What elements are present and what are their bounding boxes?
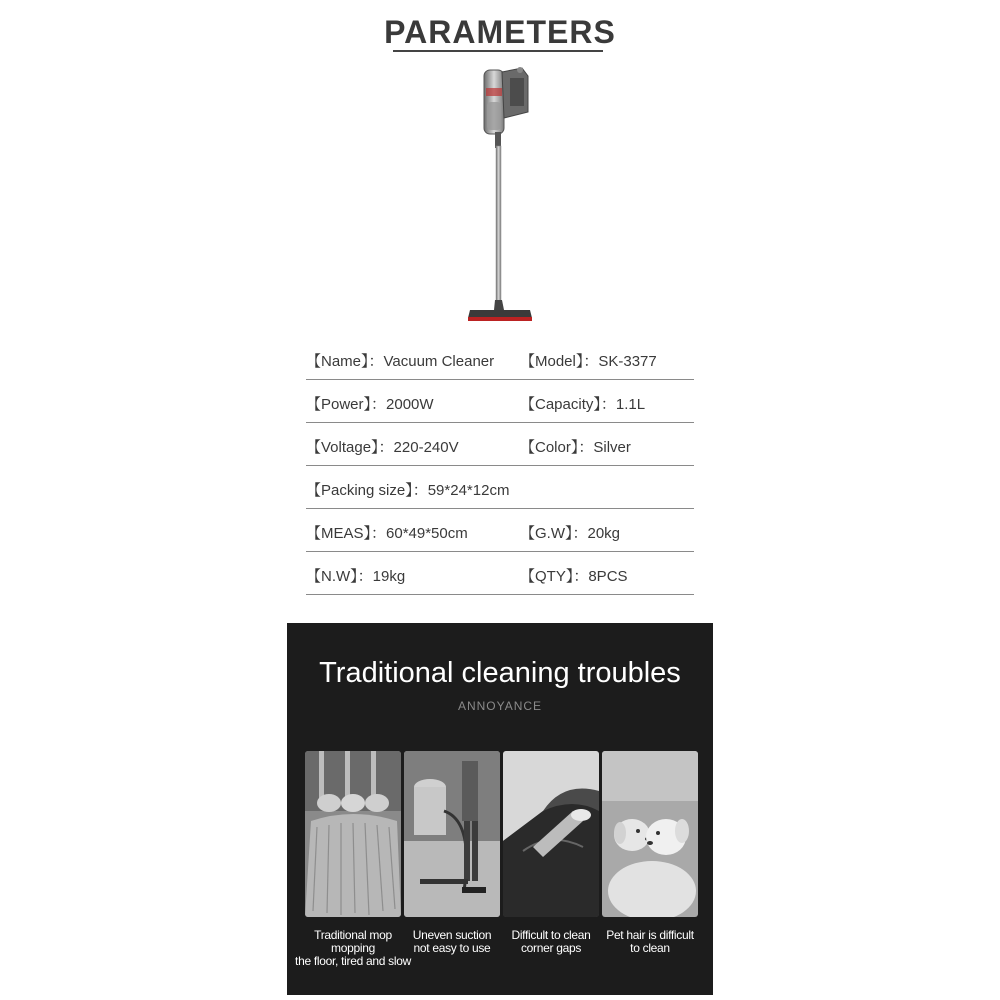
car-seat-photo-icon — [503, 751, 599, 917]
vacuum-photo-icon — [404, 751, 500, 917]
spec-row — [306, 337, 694, 380]
caption-line: Pet hair is difficult — [606, 928, 694, 942]
spec-value: 220-240V — [393, 439, 459, 456]
caption-line: not easy to use — [413, 941, 491, 955]
caption-line: Uneven suction — [412, 928, 492, 942]
troubles-title: Traditional cleaning troubles — [319, 657, 681, 689]
spec-voltage — [306, 436, 459, 457]
spec-value: 19kg — [372, 568, 406, 585]
caption-line: corner gaps — [520, 941, 582, 955]
spec-label: 【Model】： — [520, 353, 599, 370]
spec-row — [306, 466, 694, 509]
spec-value: 59*24*12cm — [427, 482, 510, 499]
caption-line: Difficult to clean — [511, 928, 591, 942]
spec-net-weight — [306, 565, 405, 586]
spec-qty — [520, 565, 628, 586]
caption-line: to clean — [630, 941, 670, 955]
mop-photo-icon — [305, 751, 401, 917]
page-title: PARAMETERS — [384, 14, 616, 50]
spec-row — [306, 380, 694, 423]
spec-label: 【Packing size】： — [306, 482, 428, 499]
spec-label: 【QTY】： — [520, 568, 589, 585]
spec-table — [306, 337, 694, 595]
puppies-photo-icon — [602, 751, 698, 917]
title-underline — [393, 50, 603, 52]
spec-value: 8PCS — [588, 568, 628, 585]
spec-value: Vacuum Cleaner — [383, 353, 495, 370]
spec-row — [306, 423, 694, 466]
caption-line: Traditional mop — [314, 928, 392, 942]
trouble-caption-pet-hair — [590, 929, 710, 955]
spec-label: 【Color】： — [520, 439, 594, 456]
spec-label: 【Voltage】： — [306, 439, 394, 456]
spec-label: 【MEAS】： — [306, 525, 387, 542]
spec-value: SK-3377 — [598, 353, 657, 370]
spec-label: 【G.W】： — [520, 525, 588, 542]
spec-gross-weight — [520, 522, 620, 543]
spec-label: 【Name】： — [306, 353, 384, 370]
spec-value: 60*49*50cm — [386, 525, 468, 542]
spec-label: 【N.W】： — [306, 568, 373, 585]
spec-label: 【Capacity】： — [520, 396, 616, 413]
spec-model — [520, 350, 657, 371]
spec-name — [306, 350, 494, 371]
spec-label: 【Power】： — [306, 396, 387, 413]
spec-value: Silver — [593, 439, 631, 456]
spec-color — [520, 436, 631, 457]
caption-line: the floor, tired and slow — [295, 954, 411, 968]
spec-packing-size — [306, 479, 509, 500]
spec-meas — [306, 522, 468, 543]
spec-row — [306, 552, 694, 595]
spec-row — [306, 509, 694, 552]
spec-value: 2000W — [386, 396, 434, 413]
troubles-panel — [287, 623, 713, 995]
spec-value: 20kg — [587, 525, 621, 542]
vacuum-product-image — [440, 62, 560, 334]
spec-capacity — [520, 393, 645, 414]
spec-power — [306, 393, 434, 414]
troubles-subtitle: ANNOYANCE — [457, 699, 543, 713]
caption-line: mopping — [331, 941, 375, 955]
spec-value: 1.1L — [615, 396, 646, 413]
